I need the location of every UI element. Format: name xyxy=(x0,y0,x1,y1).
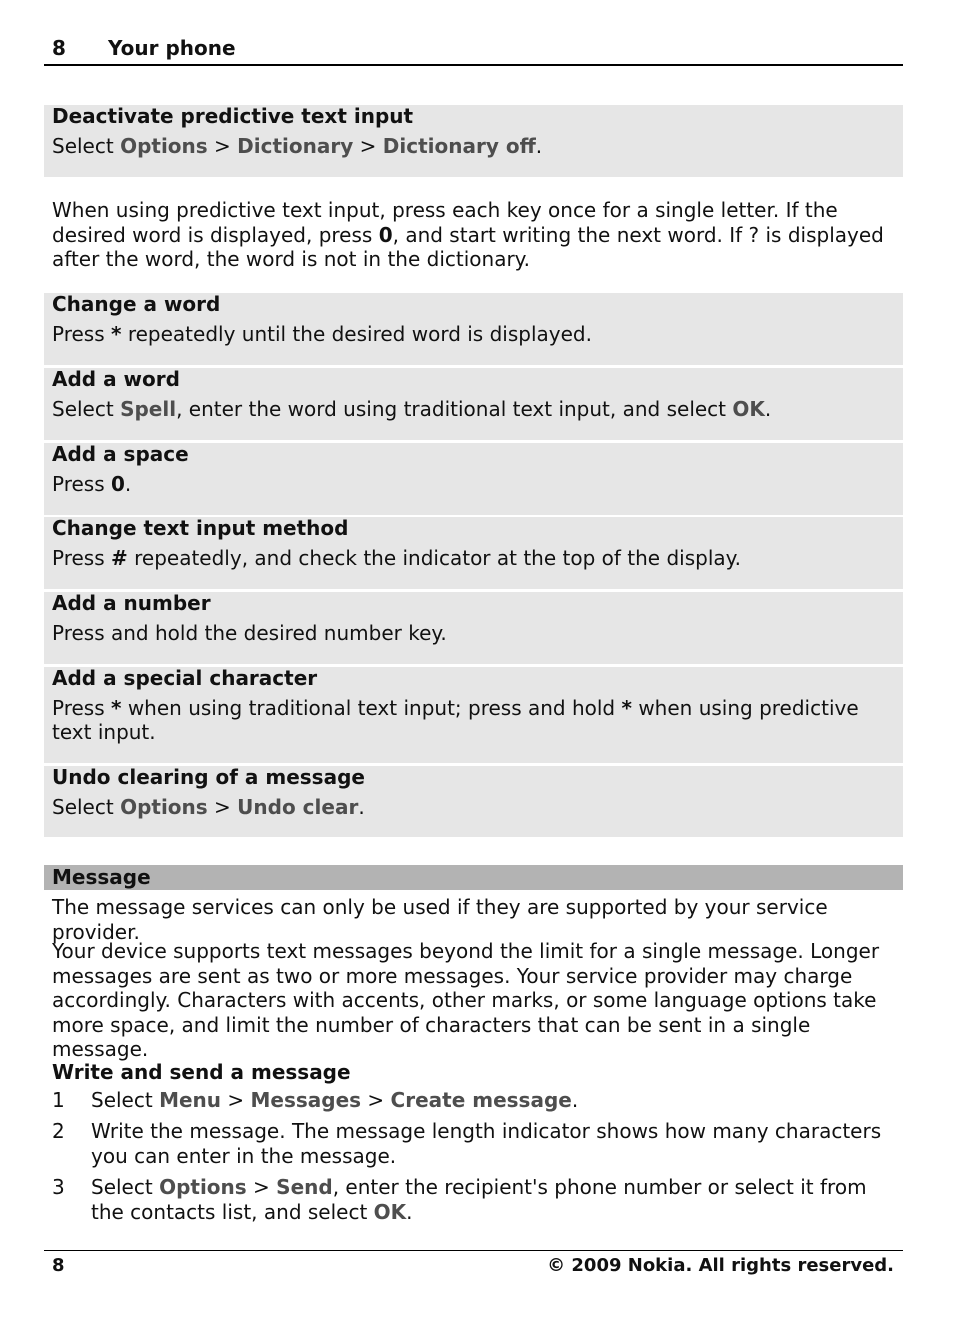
step-number: 3 xyxy=(52,1175,65,1199)
footer-copyright: © 2009 Nokia. All rights reserved. xyxy=(547,1255,894,1276)
menu-item-dictionary-off: Dictionary off xyxy=(382,134,536,158)
step-text: Select Menu > Messages > Create message. xyxy=(91,1088,579,1112)
message-paragraph-1: The message services can only be used if they are supported by your service provider. xyxy=(52,895,828,944)
menu-item-options: Options xyxy=(120,795,208,819)
menu-item-create-message: Create message xyxy=(390,1088,572,1112)
menu-item-ok: OK xyxy=(373,1199,407,1224)
tip-title: Add a space xyxy=(52,442,189,466)
tip-body: Press 0. xyxy=(52,472,132,496)
tip-box-deactivate xyxy=(44,105,903,177)
message-paragraph-2: Your device supports text messages beyond the limit for a single message. Longer messages are sent as two or more messages. Your service provider may charge accordingly. Characters with accents, other marks, or some language options take more space, and limit the number of characters that can be sent in a single message. xyxy=(52,939,880,1061)
tip-body: Select Options > Dictionary > Dictionary off. xyxy=(52,134,543,158)
menu-item-ok: OK xyxy=(732,397,765,421)
tip-box-change-word xyxy=(44,293,903,365)
tip-title: Undo clearing of a message xyxy=(52,765,365,789)
menu-item-spell: Spell xyxy=(120,397,177,421)
tip-box-add-number xyxy=(44,592,903,664)
menu-item-messages: Messages xyxy=(250,1088,362,1112)
menu-item-undo-clear: Undo clear xyxy=(237,795,359,819)
tip-box-add-special-character xyxy=(44,667,903,763)
tip-title: Change a word xyxy=(52,292,221,316)
tip-body: Press * when using traditional text input; press and hold * when using predictive text input. xyxy=(52,696,859,744)
tip-body: Press # repeatedly, and check the indicator at the top of the display. xyxy=(52,546,741,570)
tip-body: Press * repeatedly until the desired word is displayed. xyxy=(52,322,592,346)
section-heading-message: Message xyxy=(44,865,903,890)
step-text: Select Options > Send, enter the recipient's phone number or select it from the contacts list, and select OK. xyxy=(91,1175,867,1224)
tip-title: Add a number xyxy=(52,591,211,615)
step-number: 1 xyxy=(52,1088,65,1112)
step-text: Write the message. The message length indicator shows how many characters you can enter in the message. xyxy=(91,1119,882,1168)
tip-title: Change text input method xyxy=(52,516,349,540)
tip-body: Press and hold the desired number key. xyxy=(52,621,447,645)
key-star: * xyxy=(621,696,632,720)
footer-page-number: 8 xyxy=(52,1255,65,1276)
tip-box-add-word xyxy=(44,368,903,440)
key-star: * xyxy=(111,696,122,720)
tip-body: Select Options > Undo clear. xyxy=(52,795,365,819)
menu-item-dictionary: Dictionary xyxy=(237,134,354,158)
header-page-number: 8 xyxy=(52,36,66,60)
key-0: 0 xyxy=(111,472,125,496)
key-star: * xyxy=(111,322,122,346)
tip-body: Select Spell, enter the word using traditional text input, and select OK. xyxy=(52,397,772,421)
menu-item-menu: Menu xyxy=(159,1088,222,1112)
tip-box-undo-clear xyxy=(44,766,903,837)
page-footer xyxy=(44,1250,903,1281)
intro-paragraph: When using predictive text input, press each key once for a single letter. If the desired word is displayed, press 0, and start writing the next word. If ? is displayed after the word, the word is not in the dictionary. xyxy=(52,198,884,271)
menu-item-send: Send xyxy=(276,1175,333,1199)
key-hash: # xyxy=(111,546,128,570)
step-number: 2 xyxy=(52,1119,65,1143)
tip-title: Deactivate predictive text input xyxy=(52,104,414,128)
menu-item-options: Options xyxy=(159,1175,247,1199)
key-0: 0 xyxy=(378,222,393,247)
header-chapter-title: Your phone xyxy=(108,36,236,60)
tip-title: Add a special character xyxy=(52,666,318,690)
page-header xyxy=(44,36,903,66)
subheading-write-send: Write and send a message xyxy=(52,1060,351,1084)
menu-item-options: Options xyxy=(120,134,208,158)
tip-box-add-space xyxy=(44,443,903,515)
tip-box-change-input-method xyxy=(44,517,903,589)
tip-title: Add a word xyxy=(52,367,180,391)
